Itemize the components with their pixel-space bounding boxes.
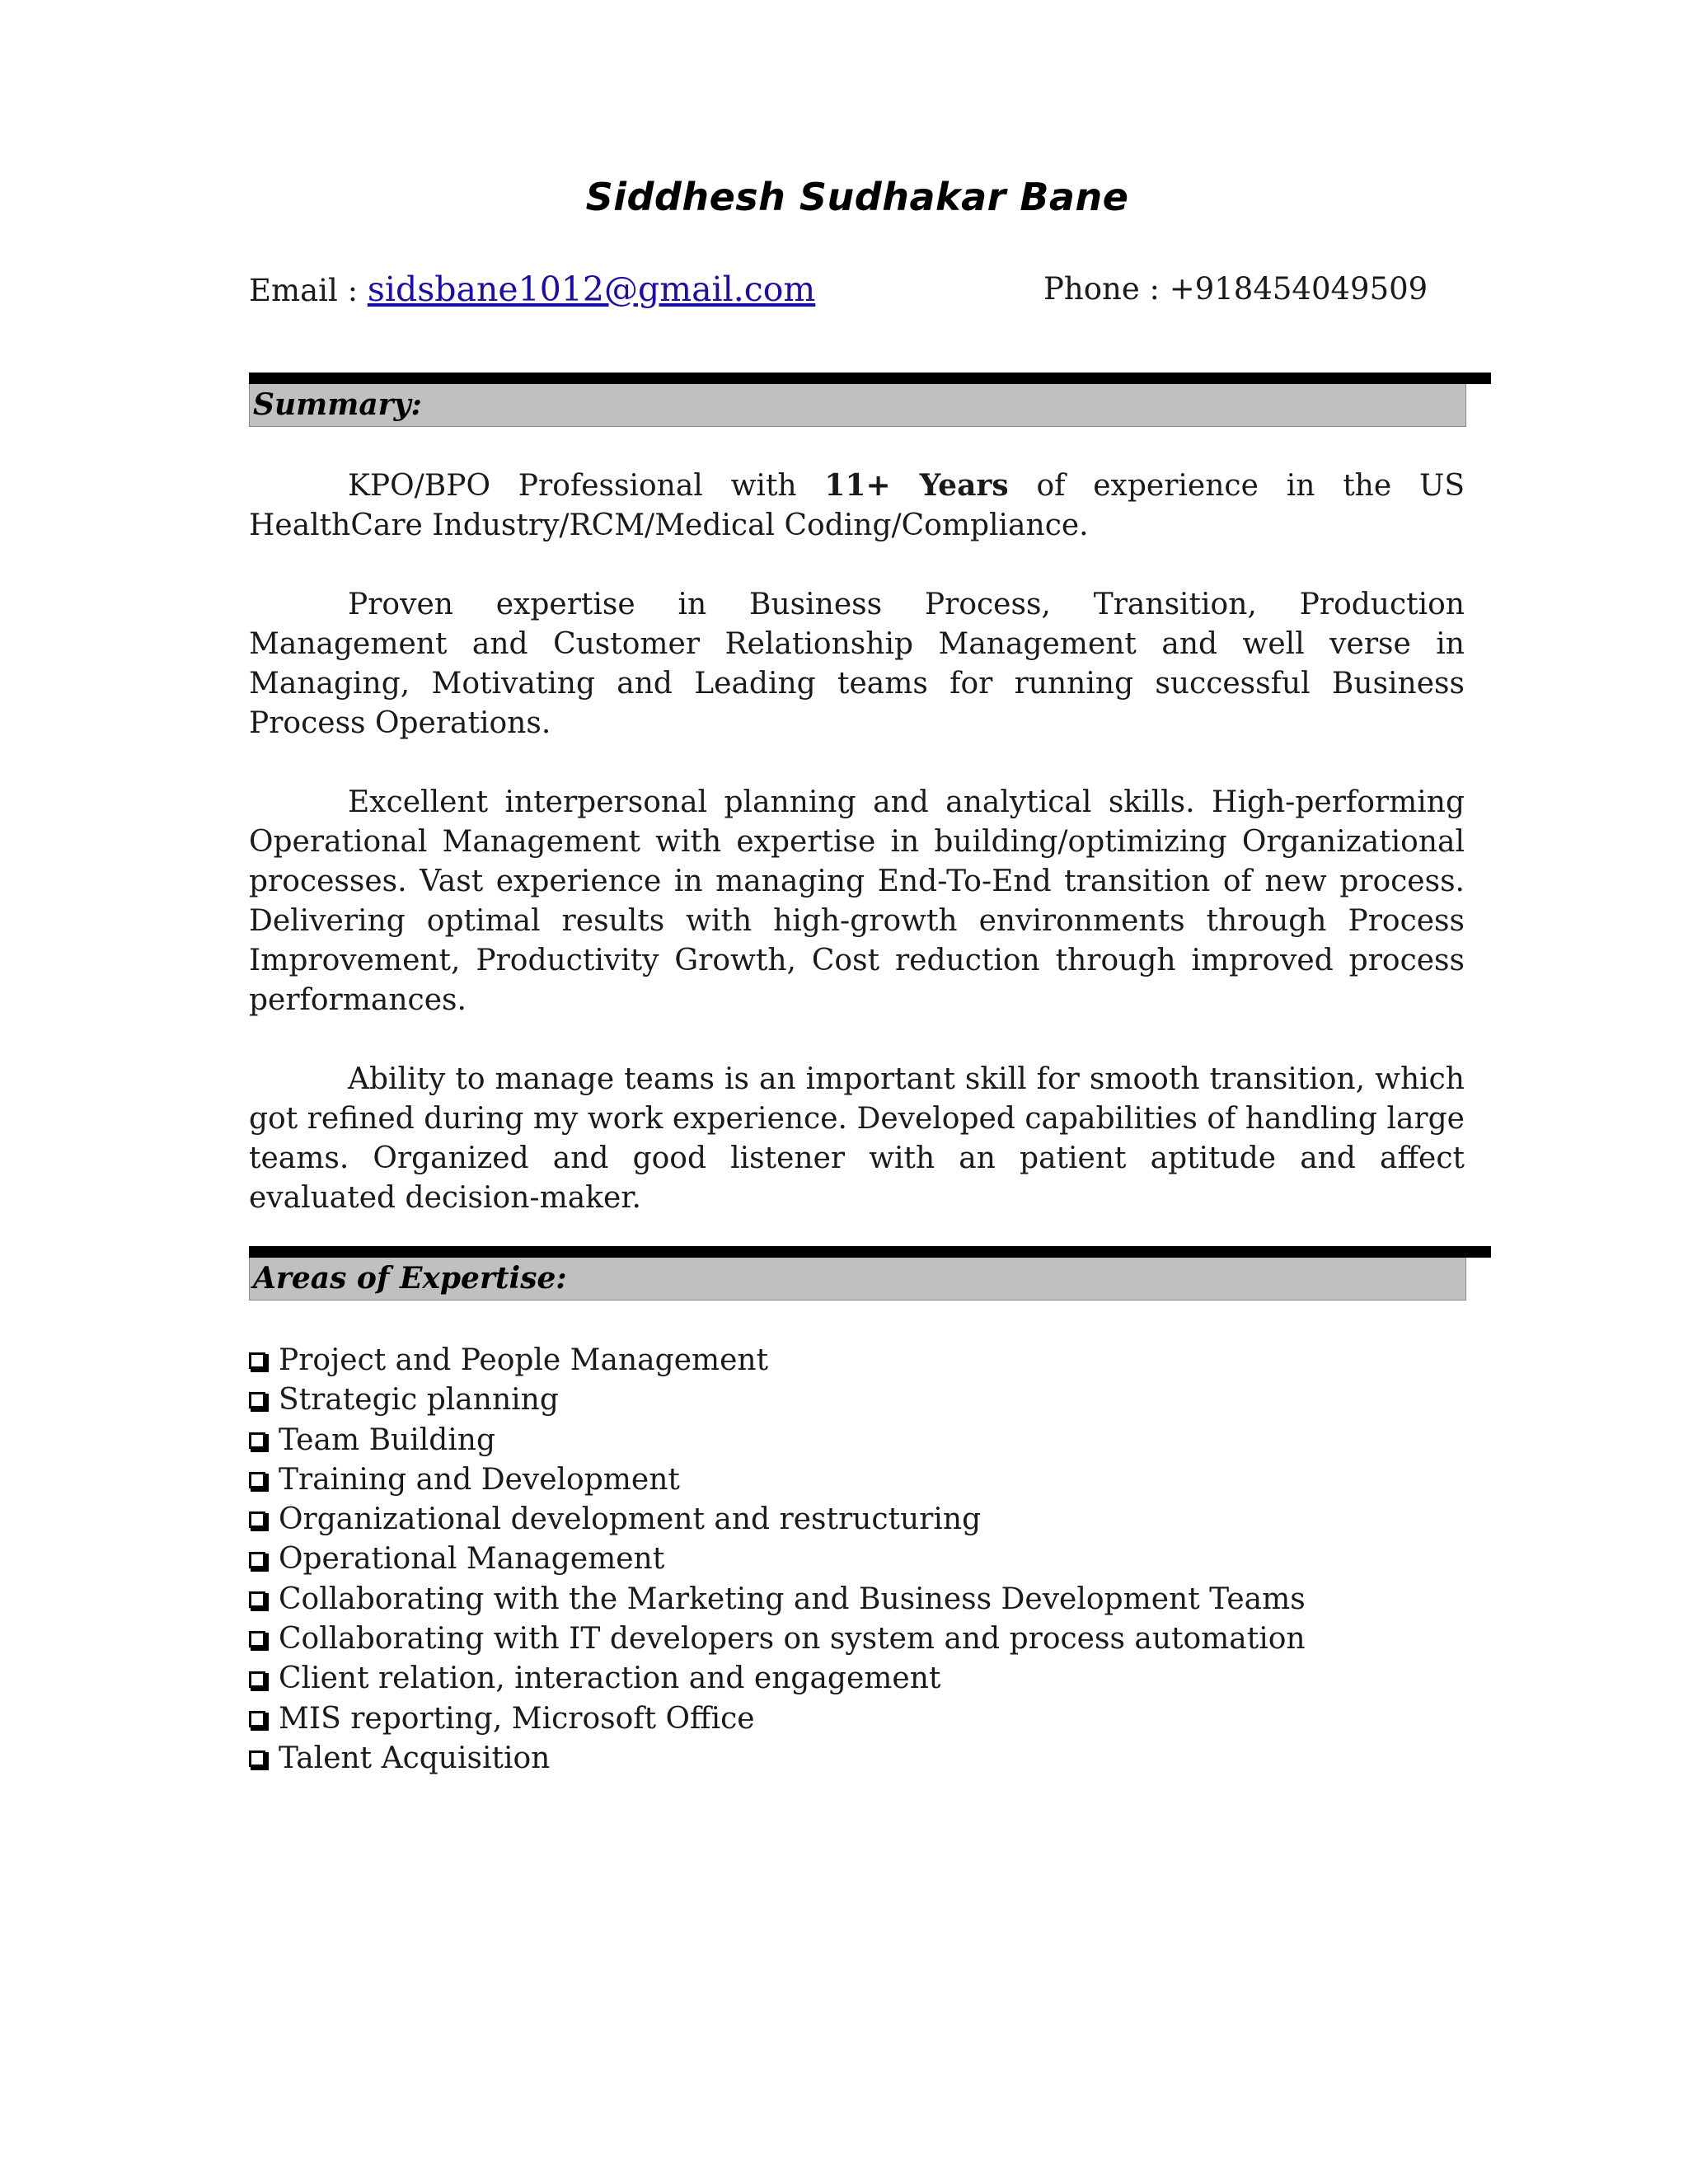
list-item (249, 1739, 1306, 1779)
list-item-label: Strategic planning (279, 1383, 559, 1418)
list-item-label: Collaborating with IT developers on system and process automation (279, 1622, 1306, 1657)
checkbox-bullet-icon (249, 1591, 265, 1608)
summary-p1-start: KPO/BPO Professional with (348, 469, 825, 503)
list-item (249, 1500, 1306, 1540)
list-item-label: Project and People Management (279, 1343, 769, 1377)
checkbox-bullet-icon (249, 1472, 265, 1488)
list-item-label: Training and Development (279, 1462, 680, 1497)
expertise-divider (249, 1246, 1491, 1258)
checkbox-bullet-icon (249, 1750, 265, 1767)
list-item (249, 1619, 1306, 1659)
list-item-label: Client relation, interaction and engagement (279, 1661, 941, 1696)
summary-paragraph: Excellent interpersonal planning and analytical skills. High-performing Operational Management with expertise in building/optimizing Organizational processes. Vast experience in managing End-To-End transition of new process. Delivering optimal results with high-growth environments through Process Improvement, Productivity Growth, Cost reduction through improved process performances. (249, 785, 1465, 1017)
list-item (249, 1460, 1306, 1500)
email-label: Email : (249, 273, 368, 308)
candidate-name: Siddhesh Sudhakar Bane (585, 175, 1129, 219)
checkbox-bullet-icon (249, 1392, 265, 1408)
list-item (249, 1540, 1306, 1579)
phone-label: Phone : (1043, 271, 1170, 307)
list-item (249, 1659, 1306, 1699)
email-link[interactable]: sidsbane1012@gmail.com (367, 269, 816, 309)
checkbox-bullet-icon (249, 1552, 265, 1568)
checkbox-bullet-icon (249, 1432, 265, 1449)
years-of-experience: 11+ Years (824, 468, 1009, 503)
phone-line (1043, 268, 1428, 311)
list-item-label: Operational Management (279, 1542, 665, 1577)
email-line (249, 268, 815, 312)
phone-number: +918454049509 (1169, 271, 1428, 307)
expertise-heading: Areas of Expertise: (249, 1258, 1466, 1301)
list-item-label: Collaborating with the Marketing and Business Development Teams (279, 1582, 1306, 1616)
summary-heading: Summary: (249, 384, 1466, 427)
checkbox-bullet-icon (249, 1631, 265, 1647)
list-item-label: Organizational development and restructuring (279, 1502, 982, 1537)
list-item (249, 1699, 1306, 1739)
summary-p1-end: of experience in the US HealthCare Industry/RCM/Medical Coding/Compliance. (249, 469, 1465, 542)
checkbox-bullet-icon (249, 1511, 265, 1528)
checkbox-bullet-icon (249, 1352, 265, 1369)
list-item-label: Talent Acquisition (279, 1741, 551, 1775)
summary-paragraph (249, 466, 1465, 546)
summary-paragraph: Ability to manage teams is an important skill for smooth transition, which got refined during my work experience. Developed capabilities of handling large teams. Organized and good listener with an patient aptitude and affect evaluated decision-maker. (249, 1062, 1465, 1215)
expertise-list (249, 1341, 1306, 1779)
list-item-label: Team Building (279, 1422, 496, 1457)
list-item (249, 1341, 1306, 1380)
list-item-label: MIS reporting, Microsoft Office (279, 1701, 755, 1736)
checkbox-bullet-icon (249, 1671, 265, 1688)
list-item (249, 1580, 1306, 1619)
list-item (249, 1380, 1306, 1420)
summary-divider (249, 373, 1491, 384)
summary-section (249, 466, 1465, 1258)
checkbox-bullet-icon (249, 1711, 265, 1727)
summary-paragraph: Proven expertise in Business Process, Transition, Production Management and Customer Relationship Management and well verse in Managing, Motivating and Leading teams for running successful Business Process Operations. (249, 588, 1465, 740)
list-item (249, 1421, 1306, 1460)
